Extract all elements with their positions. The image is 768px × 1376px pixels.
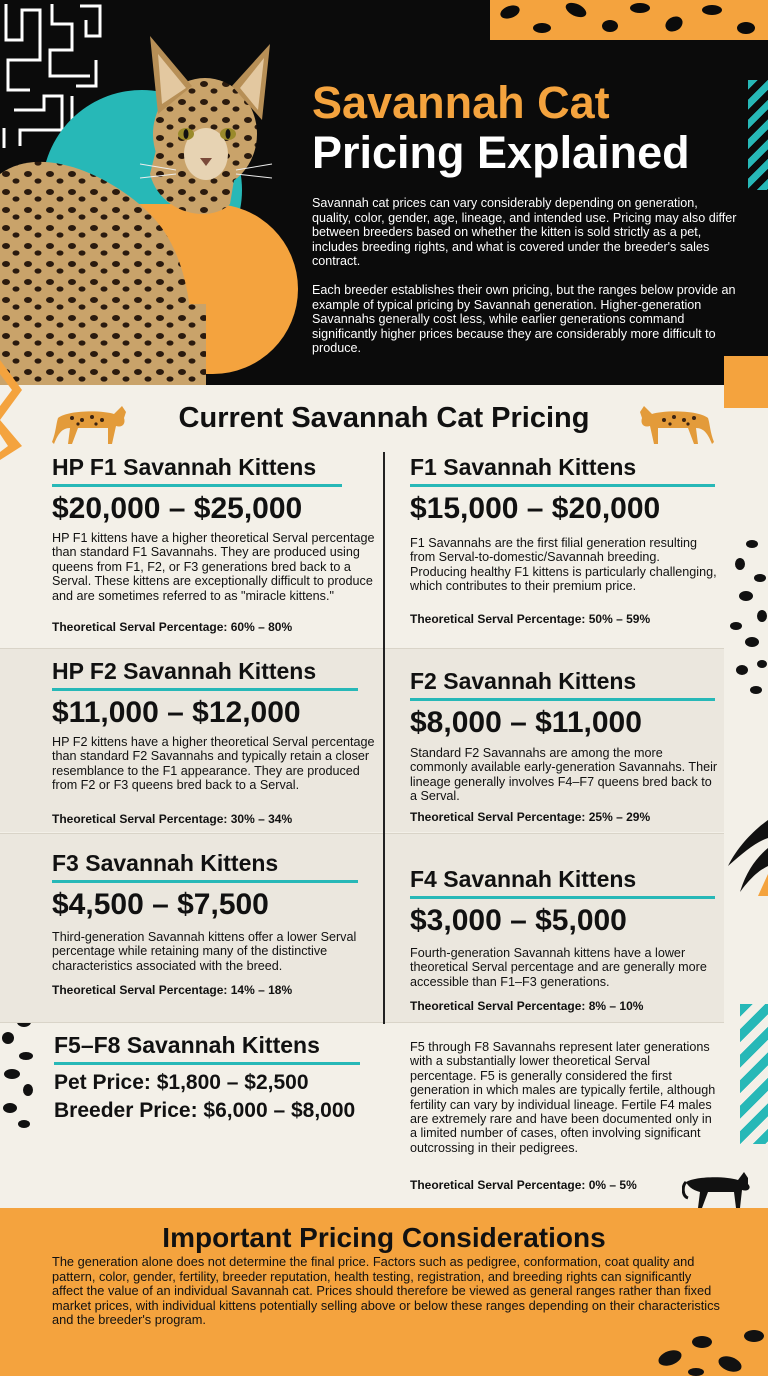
card-serval-percentage: Theoretical Serval Percentage: 14% – 18%	[52, 983, 293, 997]
card-name: F5–F8 Savannah Kittens	[54, 1032, 360, 1065]
card-hp-f1	[52, 454, 377, 634]
walking-cat-icon	[682, 1168, 760, 1210]
title-line-1: Savannah Cat	[312, 77, 610, 128]
card-hp-f2	[52, 658, 382, 826]
card-description: HP F2 kittens have a higher theoretical Serval percentage than standard F2 Savannahs and typically retain a closer resemblance to the F1 appearance. They are produced from F2 or F3 queens bred back to a Serval.	[52, 735, 375, 793]
orange-square-decoration	[724, 356, 768, 408]
card-description: F5 through F8 Savannahs represent later generations with a substantially lower theoretical Serval percentage. F5 is generally considered the first generation in which males are typically fertile, although fertility can vary by individual lineage. Fertile F4 males are extremely rare and have been documented only in a limited number of cases, often involving significant outcrossing in their pedigrees.	[410, 1040, 716, 1155]
card-price: $4,500 – $7,500	[52, 888, 269, 921]
row-divider	[0, 648, 724, 649]
row-divider	[0, 1022, 724, 1023]
card-f2	[410, 668, 720, 824]
teal-stripe-pattern-2	[740, 1004, 768, 1144]
card-name: F3 Savannah Kittens	[52, 850, 358, 883]
intro-paragraph-2: Each breeder establishes their own pricing, but the ranges below provide an example of typical pricing by Savannah generation. Higher-generation Savannahs generally cost less, while earlier generations command significantly higher prices because they are considerably more difficult to produce.	[312, 282, 736, 356]
page-title	[312, 78, 752, 178]
card-f5-f8-details	[410, 1040, 720, 1192]
card-price: $8,000 – $11,000	[410, 706, 642, 739]
card-f1	[410, 454, 720, 626]
card-price: $15,000 – $20,000	[410, 492, 661, 525]
intro-paragraph-1: Savannah cat prices can vary considerably depending on generation, quality, color, gender, age, lineage, and intended use. Pricing may also differ between breeders based on whether the kitten is sold strictly as a pet, includes breeding rights, and what is covered under the breeder's sales contract.	[312, 196, 737, 269]
card-name: F1 Savannah Kittens	[410, 454, 715, 487]
card-description: HP F1 kittens have a higher theoretical Serval percentage than standard F1 Savannahs. They are produced using queens from F1, F2, or F3 generations bred back to a Serval. These kittens are exceptionally difficult to produce and are sometimes referred to as "miracle kittens."	[52, 531, 375, 603]
tiger-stripe-decoration	[724, 816, 768, 896]
card-name: HP F2 Savannah Kittens	[52, 658, 358, 691]
intro-text	[312, 196, 737, 356]
card-serval-percentage: Theoretical Serval Percentage: 30% – 34%	[52, 812, 293, 826]
orange-spot-strip	[490, 0, 768, 40]
card-f3	[52, 850, 382, 997]
footer-considerations	[0, 1208, 768, 1376]
card-serval-percentage: Theoretical Serval Percentage: 50% – 59%	[410, 612, 651, 626]
section-title: Current Savannah Cat Pricing	[178, 402, 590, 434]
card-f5-f8	[54, 1032, 399, 1123]
card-name: F2 Savannah Kittens	[410, 668, 715, 701]
title-line-2: Pricing Explained	[312, 127, 690, 178]
card-serval-percentage: Theoretical Serval Percentage: 60% – 80%	[52, 620, 293, 634]
card-serval-percentage: Theoretical Serval Percentage: 8% – 10%	[410, 999, 644, 1013]
card-description: F1 Savannahs are the first filial generation resulting from Serval-to-domestic/Savannah breeding. Producing healthy F1 kittens is particularly challenging, which contributes to their premium price.	[410, 536, 717, 594]
breeder-price: Breeder Price: $6,000 – $8,000	[54, 1099, 356, 1122]
card-serval-percentage: Theoretical Serval Percentage: 25% – 29%	[410, 810, 651, 824]
savannah-cat-photo	[0, 24, 300, 385]
card-name: HP F1 Savannah Kittens	[52, 454, 342, 487]
header-banner	[0, 0, 768, 385]
footer-text: The generation alone does not determine the final price. Factors such as pedigree, conformation, coat quality and pattern, color, gender, fertility, breeder reputation, health testing, registration, and breeding rights can significantly affect the value of an individual Savannah cat. Prices should therefore be viewed as general ranges rather than fixed market prices, with individual kittens potentially selling above or below these ranges depending on their characteristics and the breeder's program.	[52, 1254, 720, 1328]
card-description: Fourth-generation Savannah kittens have a lower theoretical Serval percentage and are generally more accessible than F1–F3 generations.	[410, 946, 707, 989]
footer-title: Important Pricing Considerations	[162, 1222, 606, 1253]
card-price: $3,000 – $5,000	[410, 904, 627, 937]
card-description: Third-generation Savannah kittens offer a lower Serval percentage while retaining many of the distinctive characteristics associated with the breed.	[52, 930, 357, 973]
row-divider	[0, 833, 724, 834]
footer-spots-icon	[650, 1318, 768, 1376]
card-serval-percentage: Theoretical Serval Percentage: 0% – 5%	[410, 1178, 637, 1192]
card-f4	[410, 866, 720, 1013]
card-price: $11,000 – $12,000	[52, 696, 301, 729]
pet-price: Pet Price: $1,800 – $2,500	[54, 1071, 309, 1094]
card-price: $20,000 – $25,000	[52, 492, 303, 525]
card-description: Standard F2 Savannahs are among the more commonly available early-generation Savannahs. Their lineage generally involves F4–F7 queens bred back to a Serval.	[410, 746, 718, 804]
column-divider	[383, 452, 385, 1024]
card-name: F4 Savannah Kittens	[410, 866, 715, 899]
leopard-spots-icon	[722, 530, 768, 700]
